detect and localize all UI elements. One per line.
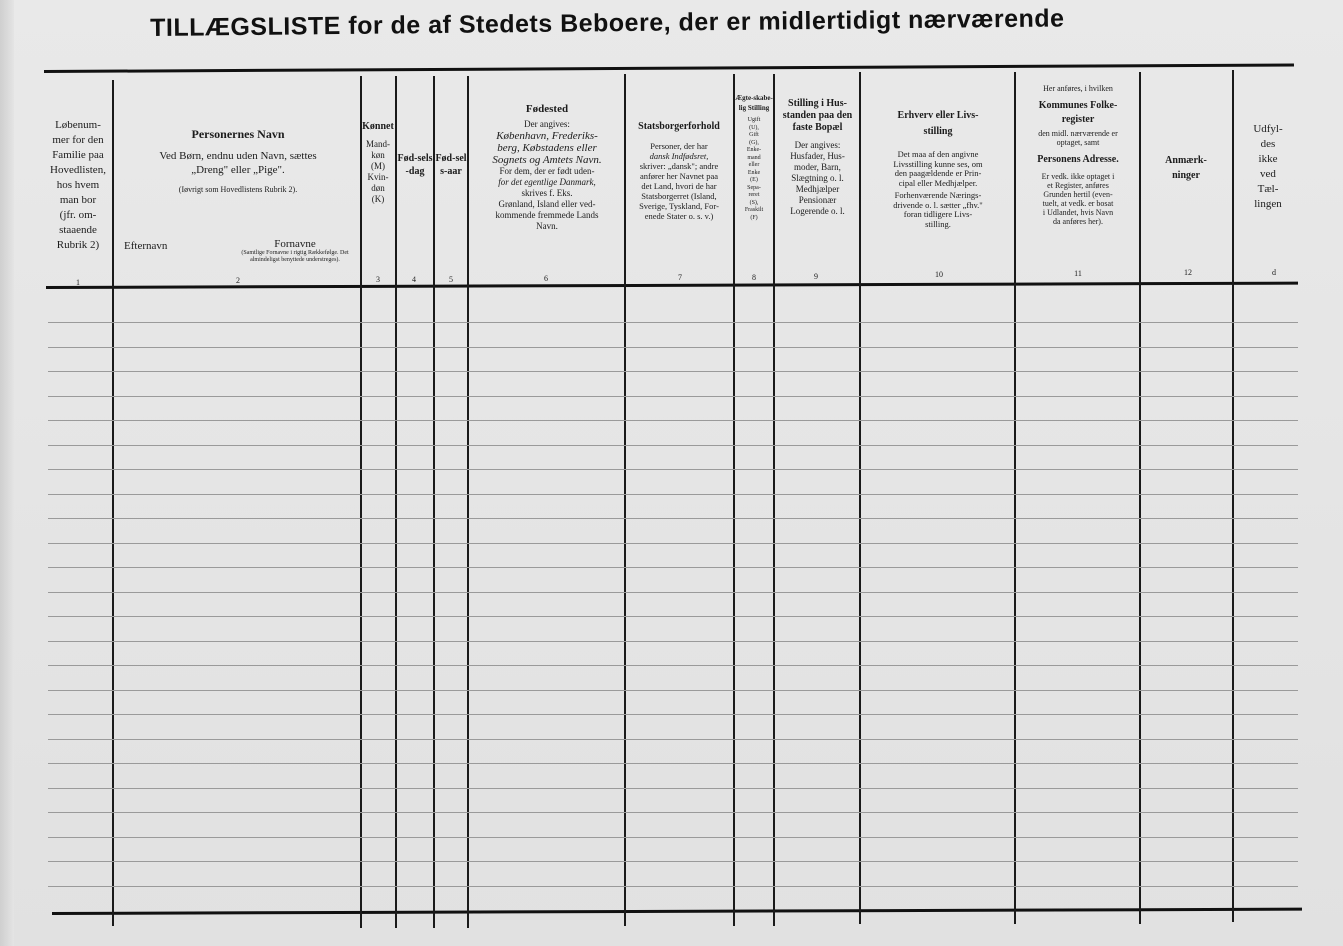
header-col-d (1236, 122, 1300, 212)
entry-row-line (48, 420, 1298, 421)
col1-line: (jfr. om- (59, 209, 97, 221)
column-number: 9 (814, 272, 818, 281)
header-col-11 (1017, 84, 1139, 226)
col3-line: Mand- (366, 139, 390, 149)
col7-line: Sverige, Tyskland, For- (639, 201, 719, 211)
column-divider (1014, 72, 1016, 924)
column-divider (112, 80, 114, 926)
entry-row-line (48, 812, 1298, 813)
col1-line: mer for den (52, 134, 104, 146)
column-number: 2 (236, 276, 240, 285)
col3-line: (K) (371, 194, 385, 204)
col7-line: dansk Indfødsret, (649, 151, 709, 161)
entry-row-line (48, 763, 1298, 764)
column-divider (859, 72, 861, 924)
column-number: 4 (412, 275, 416, 284)
col12-heading: Anmærk-ninger (1165, 155, 1207, 181)
col11-line: i Udlandet, hvis Navn (1042, 208, 1114, 217)
entry-row-line (48, 886, 1298, 887)
col1-line: hos hvem (56, 179, 100, 191)
entry-row-line (48, 714, 1298, 715)
entry-row-line (48, 665, 1298, 666)
column-number: 8 (752, 273, 756, 282)
col2-note2: „Dreng" eller „Pige". (191, 164, 285, 176)
entry-row-line (48, 861, 1298, 862)
entry-row-line (48, 788, 1298, 789)
entry-row-line (48, 445, 1298, 446)
form-title-part2: midlertidigt nærværende (758, 4, 1065, 36)
col6-line: Sognets og Amtets Navn. (492, 154, 602, 166)
column-divider (773, 74, 775, 926)
col11-line: et Register, anføres (1047, 181, 1109, 190)
entry-row-line (48, 690, 1298, 691)
col11-line: Grunden hertil (even- (1043, 190, 1113, 199)
col1-line: Hovedlisten, (50, 164, 106, 176)
col6-line: berg, Købstadens eller (497, 142, 597, 154)
col6-line: København, Frederiks- (496, 130, 598, 142)
col9-line: Husfader, Hus- (790, 151, 845, 161)
col8-line: mand (747, 154, 761, 161)
column-number: 3 (376, 275, 380, 284)
col1-line: man bor (59, 194, 97, 206)
column-number: 11 (1074, 269, 1082, 278)
cold-line: lingen (1254, 198, 1282, 210)
col8-line: Enke- (746, 147, 762, 153)
col9-line: Medhjælper (795, 184, 840, 194)
col7-line: det Land, hvori de har (641, 181, 717, 191)
cold-line: des (1260, 138, 1276, 150)
column-divider (433, 76, 435, 928)
col6-line: For dem, der er født uden- (499, 166, 595, 176)
header-col-5 (435, 152, 467, 178)
column-number: 6 (544, 274, 548, 283)
col2-heading: Personernes Navn (191, 127, 285, 141)
entry-row-line (48, 347, 1298, 348)
entry-row-line (48, 494, 1298, 495)
col10-line: foran tidligere Livs- (903, 209, 973, 219)
col7-line: Statsborgerret (Island, (641, 191, 717, 201)
col10-line: stilling. (925, 218, 951, 229)
column-divider (1139, 72, 1141, 924)
entry-row-line (48, 837, 1298, 838)
col1-line: Løbenum- (55, 119, 101, 131)
col10-line: drivende o. l. sætter „fhv." (893, 199, 983, 210)
form-title-part1: TILLÆGSLISTE for de af Stedets Beboere, der er (150, 7, 752, 42)
column-number: 1 (76, 278, 80, 287)
entry-row-line (48, 567, 1298, 568)
header-col-2 (118, 128, 358, 197)
entry-row-line (48, 739, 1298, 740)
col3-line: Kvin- (367, 172, 389, 182)
col8-line: (F) (750, 214, 758, 221)
col6-line: skrives f. Eks. (521, 188, 573, 198)
col9-heading: Stilling i Hus-standen paa den faste Bopæl (782, 98, 853, 133)
col10-line: Forhenværende Nærings- (894, 190, 982, 200)
col8-line: (G), (749, 139, 759, 146)
entry-row-line (48, 518, 1298, 519)
col9-line: Slægtning o. l. (791, 173, 844, 183)
col8-line: (S), (749, 199, 759, 206)
column-divider (395, 76, 397, 928)
column-number: 10 (935, 270, 943, 279)
entry-row-line (48, 543, 1298, 544)
col11-heading: Kommunes Folke-register (1038, 100, 1118, 125)
entry-row-line (48, 469, 1298, 470)
col9-line: moder, Barn, (794, 162, 841, 172)
col10-line: Livsstilling kunne ses, om (893, 158, 983, 169)
col8-line: reret (748, 192, 760, 198)
col11-heading2: Personens Adresse. (1037, 154, 1119, 165)
col6-line: Navn. (536, 221, 558, 231)
col11-mid: den midl. nærværende er optaget, samt (1038, 129, 1118, 147)
col8-line: Gift (749, 132, 759, 138)
col2-sub-lastname (124, 241, 204, 252)
col2-firstnames-note: (Samtlige Fornavne i rigtig Rækkefølge. Det almindeligst benyttede understreges). (241, 250, 349, 263)
cold-line: Tæl- (1257, 183, 1279, 195)
entry-row-line (48, 616, 1298, 617)
col3-heading: Kønnet (362, 121, 394, 132)
header-col-10 (862, 108, 1014, 229)
col8-line: eller (748, 162, 760, 168)
entry-row-line (48, 322, 1298, 323)
table-bottom-rule (52, 908, 1302, 915)
col8-line: Sepa- (747, 184, 761, 191)
col6-line: kommende fremmede Lands (495, 210, 599, 220)
col7-heading: Statsborgerforhold (638, 121, 720, 132)
col10-line: den paagældende er Prin- (894, 168, 982, 178)
col8-heading: Ægte-skabe-lig Stilling (735, 94, 773, 112)
col8-line: (U), (749, 124, 759, 131)
col1-line: staaende (59, 224, 97, 236)
entry-row-line (48, 396, 1298, 397)
entry-row-line (48, 641, 1298, 642)
col8-line: Fraskilt (744, 207, 764, 213)
col7-line: skriver: „dansk"; andre (639, 161, 719, 171)
header-col-12 (1155, 153, 1217, 183)
col11-line: da anføres her). (1053, 217, 1103, 226)
entry-row-line (48, 592, 1298, 593)
header-top-rule (44, 63, 1294, 73)
col8-line: Ugift (747, 117, 761, 123)
col8-line: Enke (747, 169, 761, 176)
cold-line: ikke (1258, 153, 1278, 165)
col2-lastname-label: Efternavn (124, 240, 168, 252)
col6-line: for det egentlige Danmark, (498, 177, 596, 187)
column-number: 7 (678, 273, 682, 282)
header-col-1 (44, 118, 112, 253)
column-divider (467, 76, 469, 928)
col9-line: Pensionær (798, 195, 837, 205)
col5-heading: Fød-sels-aar (435, 153, 467, 177)
header-col-7 (626, 120, 732, 221)
column-number: 5 (449, 275, 453, 284)
column-number: 12 (1184, 268, 1192, 277)
col3-line: (M) (371, 161, 385, 171)
header-col-4 (397, 152, 433, 178)
col9-line: Logerende o. l. (790, 206, 845, 216)
col11-line: Er vedk. ikke optaget i (1041, 172, 1115, 181)
col2-note1: Ved Børn, endnu uden Navn, sættes (159, 150, 317, 162)
page-edge-shadow (0, 0, 14, 946)
col10-line: Det maa af den angivne (897, 149, 979, 159)
col7-line: Personer, der har (650, 141, 708, 151)
col2-note3: (Iøvrigt som Hovedlistens Rubrik 2). (178, 185, 298, 194)
entry-row-line (48, 371, 1298, 372)
col10-line: cipal eller Medhjælper. (898, 177, 978, 188)
header-col-8 (735, 93, 773, 222)
col6-line: Der angives: (524, 119, 570, 129)
col11-line: tuelt, at vedk. er bosat (1042, 199, 1114, 208)
col11-top: Her anføres, i hvilken (1043, 84, 1113, 93)
col2-firstnames-label: Fornavne (274, 238, 316, 250)
col6-heading: Fødested (525, 103, 569, 115)
header-col-6 (470, 103, 624, 232)
col3-line: køn (371, 150, 385, 160)
col3-line: døn (371, 183, 385, 193)
col1-line: Rubrik 2) (56, 239, 100, 251)
col1-line: Familie paa (52, 149, 104, 161)
col6-line: Grønland, Island eller ved- (498, 199, 596, 209)
col2-sub-firstnames (235, 239, 355, 264)
header-col-3 (362, 120, 394, 205)
col7-line: anfører her Navnet paa (639, 171, 719, 181)
header-col-9 (776, 98, 859, 217)
col10-heading: Erhverv eller Livs-stilling (897, 110, 979, 137)
cold-line: ved (1260, 168, 1276, 180)
form-title (150, 3, 1200, 43)
cold-line: Udfyl- (1253, 123, 1283, 135)
column-number: d (1272, 268, 1276, 277)
col8-line: (E) (750, 177, 758, 183)
column-divider (1232, 70, 1234, 922)
col4-heading: Fød-sels-dag (397, 153, 433, 177)
col9-line: Der angives: (794, 140, 841, 150)
col7-line: enede Stater o. s. v.) (644, 211, 714, 221)
